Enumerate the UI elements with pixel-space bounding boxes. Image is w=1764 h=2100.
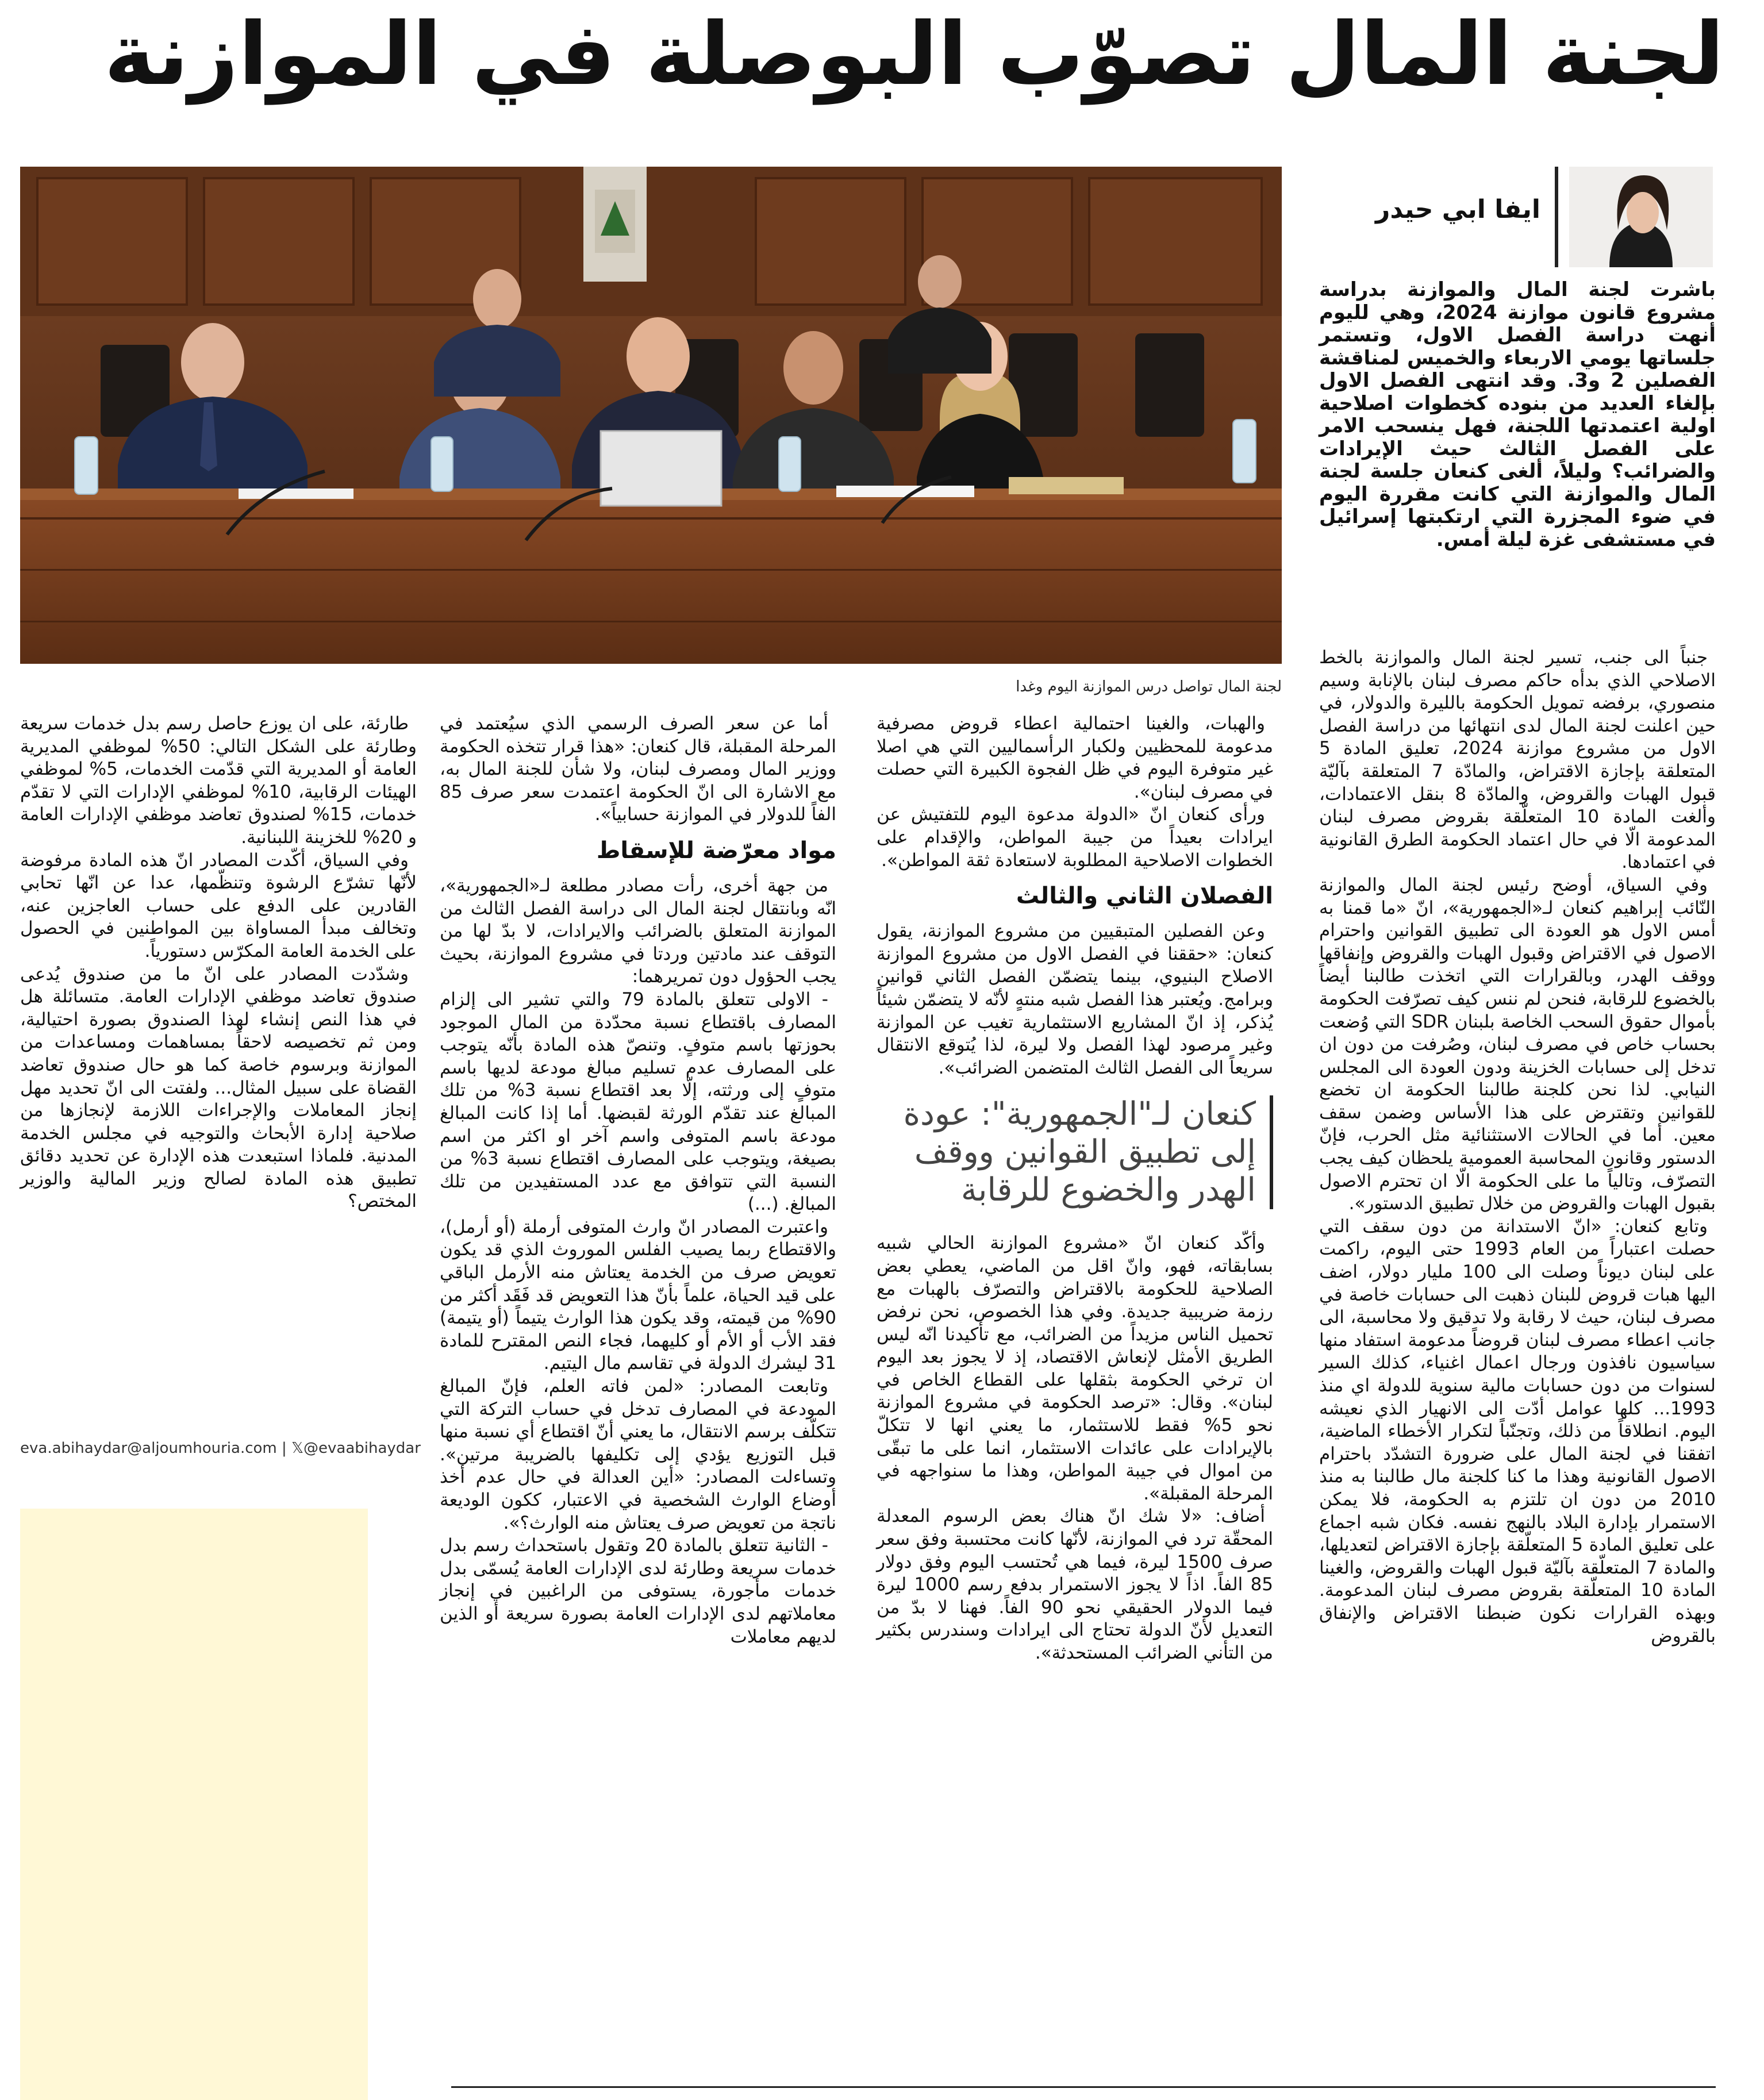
main-photo <box>20 167 1282 664</box>
headline: لجنة المال تصوّب البوصلة في الموازنة <box>104 5 1724 105</box>
author-portrait <box>1569 167 1713 267</box>
article-column-4 <box>20 713 417 1213</box>
lede-paragraph: باشرت لجنة المال والموازنة بدراسة مشروع قانون موازنة 2024، وهي لليوم أنهت دراسة الفصل الاول، وتستمر جلساتها يومي الاربعاء والخميس لمناقشة الفصلين 2 و3. وقد انتهى الفصل الاول بإلغاء العديد من بنوده كخطوات اصلاحية اولية اعتمدتها اللجنة، فهل ينسحب الامر على الفصل الثالث حيث الإيرادات والضرائب؟ وليلاً، ألغى كنعان جلسة لجنة المال والموازنة التي كانت مقررة اليوم في ضوء المجزرة التي ارتكبتها إسرائيل في مستشفى غزة ليلة أمس. <box>1319 278 1716 551</box>
author-contact <box>20 1437 428 1460</box>
author-x-handle[interactable]: 𝕏@evaabihaydar <box>291 1440 421 1457</box>
body-paragraph: أضاف: «لا شك انّ هناك بعض الرسوم المعدلة المحقّة ترد في الموازنة، لأنّها كانت محتسبة وفق سعر صرف 1500 ليرة، فيما هي تُحتسب اليوم وفق دولار 85 الفاً. اذاً لا يجوز الاستمرار بدفع رسم 1000 ليرة فيما الدولار الحقيقي نحو 90 الفاً. فهنا لا بدّ من التعديل لأنّ الدولة تحتاج الى ايرادات وسندرس بكثير من التأني الضرائب المستحدثة». <box>877 1506 1274 1663</box>
section-subheading: مواد معرّضة للإسقاط <box>596 837 836 864</box>
author-name: ايفا ابي حيدر <box>1375 195 1540 224</box>
body-paragraph: وفي السياق، أكّدت المصادر انّ هذه المادة مرفوضة لأنّها تشرّع الرشوة وتنظّمها، عدا عن انّها تحابي القادرين على الدفع على حساب العاجزين عنه، وتخالف مبدأ المساواة بين المواطنين في الحصول على الخدمة العامة المكرّس دستورياً. <box>20 849 417 961</box>
body-paragraph: والهبات، والغينا احتمالية اعطاء قروض مصرفية مدعومة للمحظيين ولكبار الرأسماليين التي هي اصلا غير متوفرة اليوم في ظل الفجوة الكبيرة التي حصلت في مصرف لبنان». <box>877 713 1273 802</box>
article-column-3 <box>440 713 836 1648</box>
body-paragraph: وتابعت المصادر: «لمن فاته العلم، فإنّ المبالغ المودعة في المصارف تدخل في حساب التركة التي تتكلّف برسم الانتقال، ما يعني أنّ اقتطاع أي نسبة منها قبل التوزيع يؤدي إلى تكليفها بالضريبة مرتين». وتساءلت المصادر: «أين العدالة في حال عدم أخذ أوضاع الوارث الشخصية في الاعتبار، ككون الوديعة ناتجة من تعويض صرف يعتاش منه الوارث؟». <box>440 1376 836 1533</box>
body-paragraph: وعن الفصلين المتبقيين من مشروع الموازنة، يقول كنعان: «حققنا في الفصل الاول من مشروع الموازنة الاصلاح البنيوي، بينما يتضمّن الفصل الثاني قوانين وبرامج. ويُعتبر هذا الفصل شبه منتهٍ لأنّه لا يتضمّن شيئاً يُذكر، إذ انّ المشاريع الاستثمارية تغيب عن الموازنة وغير مرصود لهذا الفصل ولا ليرة، لذا يُتوقع الانتقال سريعاً الى الفصل الثالث المتضمن الضرائب». <box>877 921 1273 1078</box>
author-divider <box>1555 167 1558 267</box>
bottom-divider <box>451 2086 1716 2088</box>
body-paragraph: وفي السياق، أوضح رئيس لجنة المال والموازنة النّائب إبراهيم كنعان لـ«الجمهورية»، انّ «ما قمنا به أمس الاول هو العودة الى تطبيق القوانين واحترام الاصول في الاقتراض وقبول الهبات والقروض وإنفاقها ووقف الهدر، وبالقرارات التي اتخذت طالبنا أيضاً بالخضوع للرقابة، فنحن لم ننس كيف تصرّفت الحكومة بأموال حقوق السحب الخاصة بلبنان SDR التي وُضعت بحساب خاص في مصرف لبنان، وصُرفت من دون ان تدخل إلى حسابات الخزينة ودون العودة الى المجلس النيابي. لذا نحن كلجنة طالبنا الحكومة ان تخضع للقوانين وتقترض على هذا الأساس وضمن سقف معين. أما في الحالات الاستثنائية مثل الحرب، فإنّ الدستور وقانون المحاسبة العمومية يلحظان كيف يجب التصرّف، وتالياً ما على الحكومة الّا ان تحترم الاصول بقبول الهبات والقروض من خلال تطبيق الدستور». <box>1319 874 1716 1214</box>
article-column-1 <box>1319 647 1716 1648</box>
body-paragraph: واعتبرت المصادر انّ وارث المتوفى أرملة (أو أرمل)، والاقتطاع ربما يصيب الفلس الموروث الذي قد يكون تعويض صرف من الخدمة يعتاش منه الأرمل الباقي على قيد الحياة، علماً بأنّ هذا التعويض قد فَقَد أكثر من 90% من قيمته، وقد يكون هذا الوارث يتيماً (أو يتيمة) فقد الأب أو الأم أو كليهما، فجاء النص المقترح للمادة 31 ليشرك الدولة في تقاسم مال اليتيم. <box>440 1216 836 1374</box>
body-paragraph: أما عن سعر الصرف الرسمي الذي سيُعتمد في المرحلة المقبلة، قال كنعان: «هذا قرار تتخذه الحكومة ووزير المال ومصرف لبنان، ولا شأن للجنة المال به، مع الاشارة الى انّ الحكومة اعتمدت سعر صرف 85 الفاً للدولار في الموازنة حسابياً». <box>440 713 836 825</box>
pull-quote: كنعان لـ"الجمهورية": عودة إلى تطبيق القوانين ووقف الهدر والخضوع للرقابة <box>877 1095 1273 1209</box>
author-email[interactable]: eva.abihaydar@aljoumhouria.com <box>20 1440 277 1457</box>
author-avatar-image <box>1569 167 1713 267</box>
body-paragraph: - الاولى تتعلق بالمادة 79 والتي تشير الى إلزام المصارف باقتطاع نسبة محدّدة من المال الموجود بحوزتها باسم متوفٍ. وتنصّ هذه المادة بأنّه يتوجب على المصارف عدم تسليم مبالغ مودعة لديها باسم متوفٍ إلى ورثته، إلّا بعد اقتطاع نسبة 3% من تلك المبالغ عند تقدّم الورثة لقبضها. أما إذا كانت المبالغ مودعة باسم المتوفى واسم آخر او اكثر من اسم بصيغة، ويتوجب على المصارف اقتطاع نسبة 3% من النسبة التي تتوافق مع عدد المستفيدين من تلك المبالغ. (...) <box>440 989 836 1215</box>
body-paragraph: وشدّدت المصادر على انّ ما من صندوق يُدعى صندوق تعاضد موظفي الإدارات العامة. متسائلة هل في هذا النص إنشاء لهذا الصندوق بصورة احتيالية، ومن ثم تخصيصه لاحقاً بمساهمات ومساعدات من الموازنة وبرسوم خاصة كما هو حال صندوق تعاضد القضاة على سبيل المثال... ولفتت الى انّ تحديد مهل إنجاز المعاملات والإجراءات اللازمة لإنجازها من صلاحية إدارة الأبحاث والتوجيه في مجلس الخدمة المدنية. فلماذا استبعدت هذه الإدارة عن تحديد دقائق تطبيق هذه المادة لصالح وزير المالية والوزير المختص؟ <box>20 963 417 1212</box>
body-paragraph: وتابع كنعان: «انّ الاستدانة من دون سقف التي حصلت اعتباراً من العام 1993 حتى اليوم، راكمت على لبنان ديوناً وصلت الى 100 مليار دولار، اضف اليها هبات قروض للبنان ذهبت الى حسابات خاصة في مصرف لبنان، حيث لا رقابة ولا تدقيق ولا محاسبة، الى جانب اعطاء مصرف لبنان قروضاً مدعومة استفاد منها سياسيون نافذون ورجال اعمال اغنياء، كذلك السير لسنوات من دون حسابات مالية سنوية للدولة اي منذ 1993... كلها عوامل أدّت الى الانهيار الذي نعيشه اليوم. انطلاقاً من ذلك، وتجنّباً لتكرار الأخطاء الماضية، اتفقنا في لجنة المال على ضرورة التشدّد باحترام الاصول القانونية وهذا ما كنا كلجنة مال طالبنا به منذ 2010 من دون ان تلتزم به الحكومة، فلا يمكن الاستمرار بإدارة البلاد بالنهج نفسه. فكان شبه اجماع على تعليق المادة 5 المتعلّقة بإجازة الاقتراض لتعديلها، والمادة 7 المتعلّقة بآليّة قبول الهبات والقروض، والغينا المادة 10 المتعلّقة بقروض مصرف لبنان المدعومة. وبهذه القرارات نكون ضبطنا الاقتراض والإنفاق بالقروض <box>1319 1216 1716 1647</box>
contact-separator: | <box>282 1440 287 1457</box>
body-paragraph: - الثانية تتعلق بالمادة 20 وتقول باستحداث رسم بدل خدمات سريعة وطارئة لدى الإدارات العامة يُسمّى بدل خدمات مأجورة، يستوفى من الراغبين في إنجاز معاملاتهم لدى الإدارات العامة بصورة سريعة أو الذين لديهم معاملات <box>440 1535 836 1647</box>
body-paragraph: طارئة، على ان يوزع حاصل رسم بدل خدمات سريعة وطارئة على الشكل التالي: 50% لموظفي المديرية العامة أو المديرية التي قدّمت الخدمات، 5% لموظفي الهيئات الرقابية، 10% لموظفي الإدارات التي لا تقدّم خدمات، 15% لصندوق تعاضد موظفي الإدارات العامة و 20% للخزينة اللبنانية. <box>20 713 417 848</box>
ad-space <box>20 1509 368 2100</box>
body-paragraph: ورأى كنعان انّ «الدولة مدعوة اليوم للتفتيش عن ايرادات بعيداً من جيبة المواطن، والإقدام على الخطوات الاصلاحية المطلوبة لاستعادة ثقة المواطن». <box>877 804 1273 871</box>
section-subheading: الفصلان الثاني والثالث <box>1016 883 1273 910</box>
body-paragraph: من جهة أخرى، رأت مصادر مطلعة لـ«الجمهورية»، انّه وبانتقال لجنة المال الى دراسة الفصل الثالث من الموازنة المتعلق بالضرائب والايرادات، لا بدّ لها من التوقف عند مادتين وردتا في مشروع الموازنة، بحيث يجب الحؤول دون تمريرهما: <box>440 875 836 987</box>
body-paragraph: جنباً الى جنب، تسير لجنة المال والموازنة بالخط الاصلاحي الذي بدأه حاكم مصرف لبنان بالإنابة وسيم منصوري، برفضه تمويل الحكومة بالليرة والدولار، في حين اعلنت لجنة المال لدى انتهائها من دراسة الفصل الاول من مشروع موازنة 2024، تعليق المادة 5 المتعلقة بإجازة الاقتراض، والمادّة 7 المتعلقة بآليّة قبول الهبات والقروض، والمادّة 8 بنقل الاعتمادات، وألغت المادة 10 المتعلّقة بقروض مصرف لبنان المدعومة الّا في حال اعتماد الحكومة الطرق القانونية في اعتمادها. <box>1319 647 1716 873</box>
committee-meeting-image <box>20 167 1282 664</box>
photo-caption: لجنة المال تواصل درس الموازنة اليوم وغدا <box>1016 678 1282 695</box>
body-paragraph: وأكّد كنعان انّ «مشروع الموازنة الحالي شبيه بسابقاته، فهو، وانّ اقل من الماضي، يعطي بعض الصلاحية للحكومة بالاقتراض والتصرّف بالهبات مع رزمة ضريبية جديدة. وفي هذا الخصوص، نحن نرفض تحميل الناس مزيداً من الضرائب، مع تأكيدنا انّه ليس الطريق الأمثل لإنعاش الاقتصاد، إذ لا يجوز بعد اليوم ان ترخي الحكومة بثقلها على القطاع الخاص في لبنان». وقال: «ترصد الحكومة في مشروع الموازنة نحو 5% فقط للاستثمار، ما يعني انها لا تتكلّ بالإيرادات على عائدات الاستثمار، انما على ما تبقّى من اموال في جيبة المواطن، وهذا ما سنواجهه في المرحلة المقبلة». <box>877 1233 1274 1504</box>
article-column-2 <box>877 713 1273 1665</box>
